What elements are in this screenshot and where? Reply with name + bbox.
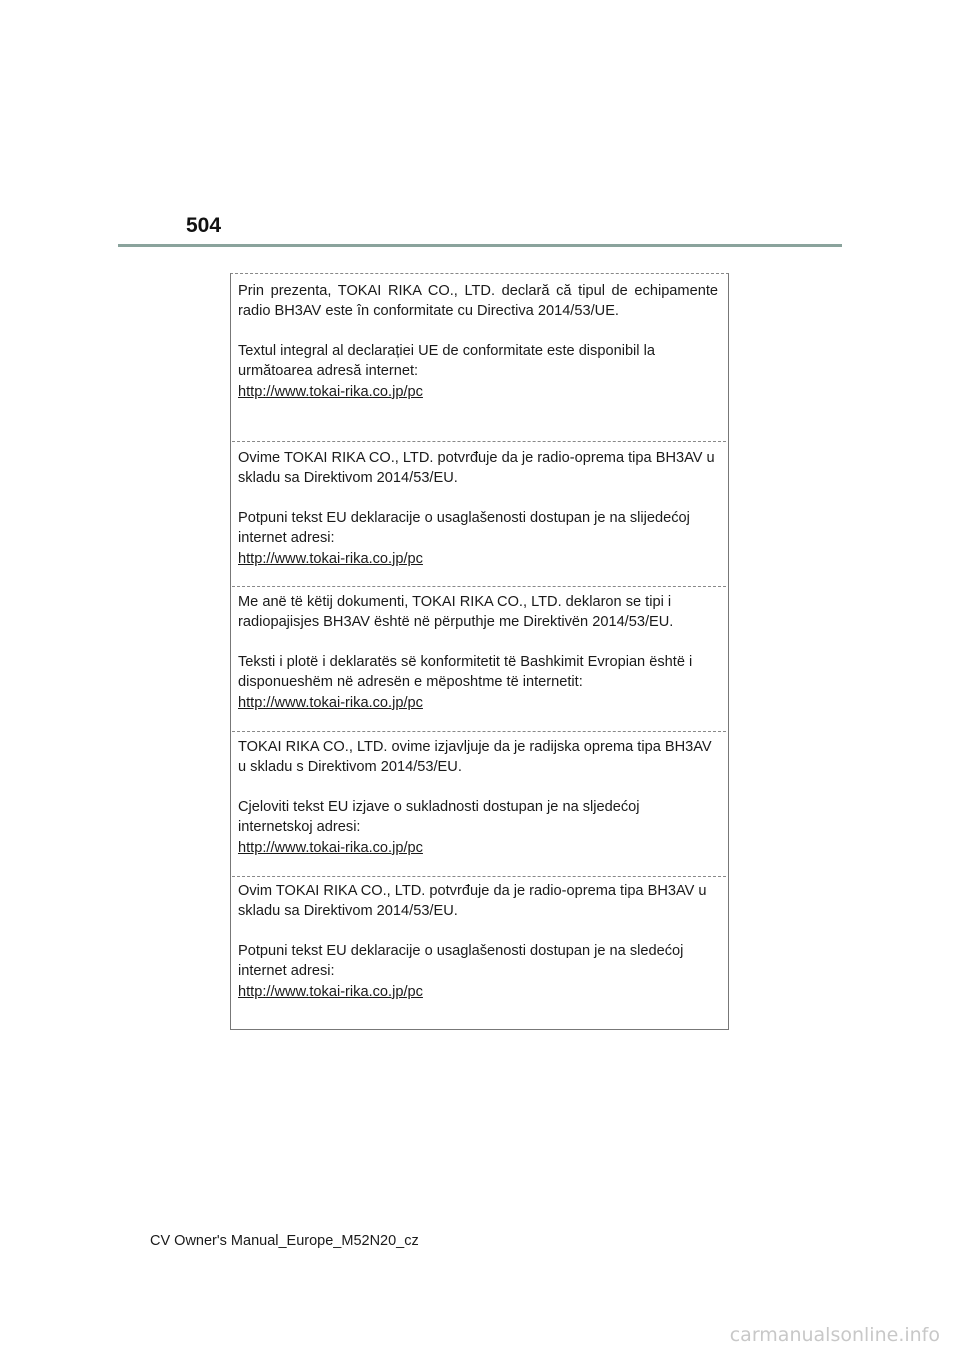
page-number: 504 [186, 214, 222, 237]
availability-paragraph: Potpuni tekst EU deklaracije o usaglašenosti dostupan je na sledećoj internet adresi: [238, 942, 684, 980]
section-divider [232, 586, 726, 587]
header-rule [118, 244, 842, 247]
declaration-paragraph: Prin prezenta, TOKAI RIKA CO., LTD. declară că tipul de echipamente radio BH3AV este în conformitate cu Directiva 2014/53/UE. [238, 283, 718, 320]
declaration-link[interactable]: http://www.tokai-rika.co.jp/pc [238, 383, 423, 400]
watermark: carmanualsonline.info [729, 1324, 940, 1346]
declaration-paragraph: Ovime TOKAI RIKA CO., LTD. potvrđuje da je radio-oprema tipa BH3AV u skladu sa Direktivom 2014/53/EU. [238, 450, 715, 487]
declaration-link[interactable]: http://www.tokai-rika.co.jp/pc [238, 694, 423, 711]
availability-paragraph: Textul integral al declarației UE de conformitate este disponibil la următoarea adresă internet: [238, 342, 655, 380]
declaration-paragraph: TOKAI RIKA CO., LTD. ovime izjavljuje da je radijska oprema tipa BH3AV u skladu s Direktivom 2014/53/EU. [238, 739, 712, 776]
declaration-paragraph: Me anë të këtij dokumenti, TOKAI RIKA CO., LTD. deklaron se tipi i radiopajisjes BH3AV është në përputhje me Direktivën 2014/53/EU. [238, 594, 674, 631]
declaration-section-bosnian [238, 448, 718, 569]
declaration-section-serbian [238, 881, 718, 1002]
declaration-section-albanian [238, 592, 718, 713]
declaration-paragraph: Ovim TOKAI RIKA CO., LTD. potvrđuje da je radio-oprema tipa BH3AV u skladu sa Direktivom 2014/53/EU. [238, 883, 707, 920]
declaration-link[interactable]: http://www.tokai-rika.co.jp/pc [238, 839, 423, 856]
section-divider [232, 731, 726, 732]
availability-paragraph: Teksti i plotë i deklaratës së konformitetit të Bashkimit Evropian është i disponueshëm në adresën e mëposhtme të internetit: [238, 653, 693, 691]
declaration-link[interactable]: http://www.tokai-rika.co.jp/pc [238, 550, 423, 567]
section-divider [232, 441, 726, 442]
declaration-section-croatian [238, 737, 718, 858]
declaration-link[interactable]: http://www.tokai-rika.co.jp/pc [238, 983, 423, 1000]
availability-paragraph: Cjeloviti tekst EU izjave o sukladnosti dostupan je na sljedećoj internetskoj adresi: [238, 798, 640, 836]
footer-manual-id: CV Owner's Manual_Europe_M52N20_cz [150, 1233, 419, 1249]
availability-paragraph: Potpuni tekst EU deklaracije o usaglašenosti dostupan je na slijedećoj internet adresi: [238, 509, 690, 547]
section-divider [232, 876, 726, 877]
declaration-section-romanian [238, 281, 718, 402]
